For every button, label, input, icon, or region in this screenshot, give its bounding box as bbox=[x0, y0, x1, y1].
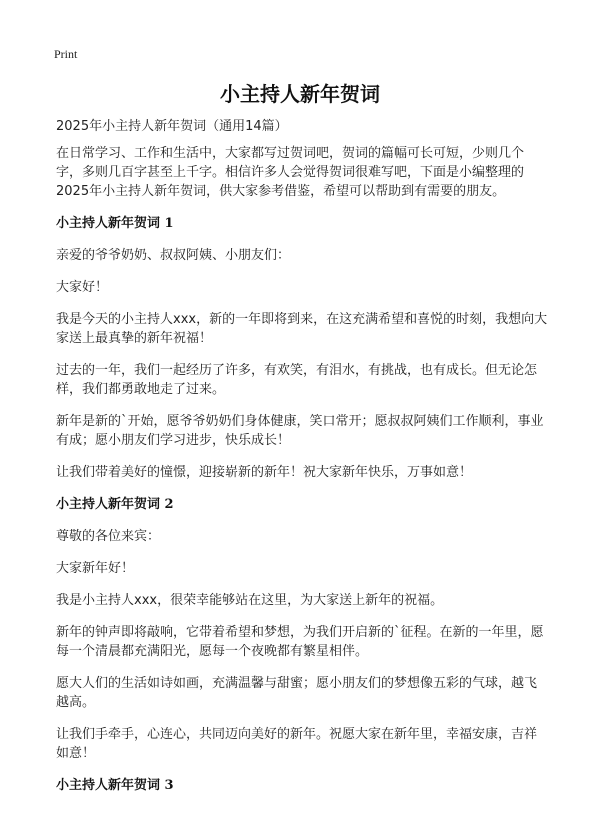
section-paragraph: 尊敬的各位来宾： bbox=[56, 529, 161, 544]
page-title: 小主持人新年贺词 bbox=[220, 82, 380, 106]
section-paragraph: 让我们手牵手，心连心，共同迈向美好的新年。祝愿大家在新年里，幸福安康，吉祥如意！ bbox=[56, 727, 538, 761]
section-paragraph: 新年是新的`开始，愿爷爷奶奶们身体健康，笑口常开；愿叔叔阿姨们工作顺利，事业有成；愿小朋友们学习进步，快乐成长！ bbox=[56, 414, 544, 448]
section-heading: 小主持人新年贺词 2 bbox=[56, 497, 174, 512]
section-paragraph: 过去的一年，我们一起经历了许多，有欢笑，有泪水，有挑战，也有成长。但无论怎样，我们都勇敢地走了过来。 bbox=[56, 363, 538, 397]
document-subtitle: 2025年小主持人新年贺词（通用14篇） bbox=[56, 119, 288, 134]
section-heading: 小主持人新年贺词 1 bbox=[56, 216, 174, 231]
section-paragraph: 大家新年好！ bbox=[56, 561, 135, 576]
intro-paragraph: 在日常学习、工作和生活中，大家都写过贺词吧，贺词的篇幅可长可短，少则几个字，多则几百字甚至上千字。相信许多人会觉得贺词很难写吧，下面是小编整理的2025年小主持人新年贺词，供大家参考借鉴，希望可以帮助到有需要的朋友。 bbox=[56, 146, 525, 199]
section-paragraph: 我是小主持人xxx，很荣幸能够站在这里，为大家送上新年的祝福。 bbox=[56, 593, 444, 608]
section-paragraph: 新年的钟声即将敲响，它带着希望和梦想，为我们开启新的`征程。在新的一年里，愿每一个清晨都充满阳光，愿每一个夜晚都有繁星相伴。 bbox=[56, 625, 544, 659]
section-paragraph: 大家好！ bbox=[56, 280, 109, 295]
section-paragraph: 愿大人们的生活如诗如画，充满温馨与甜蜜；愿小朋友们的梦想像五彩的气球，越飞越高。 bbox=[56, 676, 538, 710]
section-paragraph: 亲爱的爷爷奶奶、叔叔阿姨、小朋友们： bbox=[56, 248, 291, 263]
document-body bbox=[56, 117, 548, 808]
section-paragraph: 我是今天的小主持人xxx，新的一年即将到来，在这充满希望和喜悦的时刻，我想向大家送上最真挚的新年祝福！ bbox=[56, 312, 548, 346]
print-link[interactable]: Print bbox=[54, 47, 78, 61]
section-paragraph: 让我们带着美好的憧憬，迎接崭新的新年！祝大家新年快乐，万事如意！ bbox=[56, 465, 473, 480]
section-heading: 小主持人新年贺词 3 bbox=[56, 778, 174, 793]
